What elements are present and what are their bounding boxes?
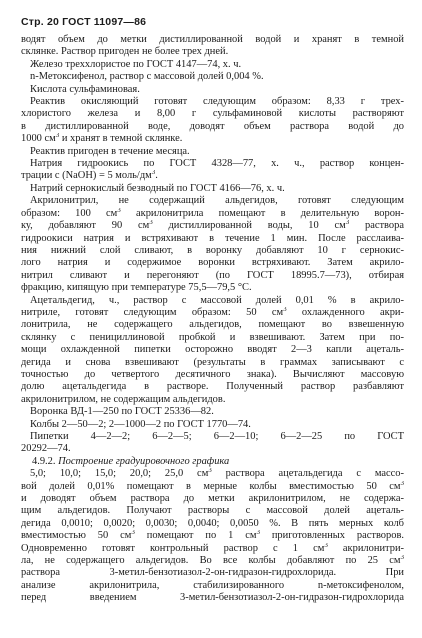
text-line: хлористого железа и 8,00 г сульфаминовой кислоты растворяют <box>21 108 404 120</box>
text-line: образом: 100 $см^3$ акрилонитрила помещают в делительную ворон- <box>21 207 404 219</box>
text-line: перед введением 3-метил-бензотиазол-2-он-гидразон-гидрохлорида <box>21 592 404 604</box>
text-line: 20292—74. <box>21 443 71 455</box>
text-line: гидроокиси натрия и встряхивают в течение 1 мин. После расслаива- <box>21 232 404 244</box>
text-line: Воронка ВД-1—250 по ГОСТ 25336—82. <box>30 406 214 418</box>
text-line: водят объем до метки дистиллированной водой и хранят в темной <box>21 34 404 45</box>
text-line: мощи охлажденной пипетки осторожно вводят 2—3 капли ацеталь- <box>21 344 404 356</box>
text-line: Пипетки 4—2—2; 6—2—5; 6—2—10; 6—2—25 по ГОСТ <box>30 431 404 442</box>
text-line: вой долей 0,01% помещают в мерные колбы вместимостью 50 $см^3$ <box>21 480 404 492</box>
document-body <box>21 34 404 605</box>
text-line: дегида 0,0010; 0,0020; 0,0030; 0,0040; 0,0050 %. В пять мерных колб <box>21 517 404 529</box>
text-line: вместимостью 50 $см^3$ помещают по 1 $см^3$ приготовленных растворов. <box>21 530 404 542</box>
text-line: долю ацетальдегида в растворе. Полученный раствор разбавляют <box>21 381 404 393</box>
text-line: Натрий сернокислый безводный по ГОСТ 4166—76, х. ч. <box>30 182 285 194</box>
text-line: n-Метоксифенол, раствор с массовой долей 0,004 %. <box>30 71 264 83</box>
text-line: Акрилонитрил, не содержащий альдегидов, готовят следующим <box>30 195 404 207</box>
text-line: лого натрия и содержимое воронки встряхивают. Затем акрило- <box>21 257 404 269</box>
text-line: нитрил сливают и перегоняют (по ГОСТ 18995.7—73), отбирая <box>21 269 404 281</box>
text-line: 5,0; 10,0; 15,0; 20,0; 25,0 $см^3$ раствора ацетальдегида с массо- <box>30 468 404 480</box>
text-line: Ацетальдегид, ч., раствор с массовой долей 0,01 % в акрило- <box>30 294 404 306</box>
text-line: ла, не содержащего альдегидов. Во все колбы добавляют по 25 $см^3$ <box>21 555 404 567</box>
text-line: трации c (NaOH) = 5 моль/$дм^3$. <box>21 170 158 182</box>
text-line: точностью до четвертого десятичного знака). Вычисляют массовую <box>21 368 404 380</box>
text-line: склянку с пенициллиновой пробкой и взвешивают. Затем при по- <box>21 331 404 343</box>
text-line: нитриле, готовят следующим образом: 50 $см^3$ охлажденного акри- <box>21 306 404 318</box>
section-heading-line: 4.9.2. Построение градуировочного графика <box>32 455 230 467</box>
text-line: 1000 $см^3$ и хранят в темной склянке. <box>21 133 183 145</box>
text-line: ку, добавляют 90 $см^3$ дистиллированной воды, 10 $см^3$ раствора <box>21 220 404 232</box>
text-line: дегида и снова взвешивают (результаты в граммах записывают с <box>21 356 404 368</box>
text-line: Реактив пригоден в течение месяца. <box>30 145 190 157</box>
text-line: склянке. Раствор пригоден не более трех дней. <box>21 46 229 58</box>
text-line: Реактив окисляющий готовят следующим образом: 8,33 г трех- <box>30 96 404 108</box>
text-line: Железо треххлористое по ГОСТ 4147—74, х. ч. <box>30 58 242 70</box>
text-line: Колбы 2—50—2; 2—1000—2 по ГОСТ 1770—74. <box>30 418 251 430</box>
text-line: Одновременно готовят контрольный раствор с 1 $см^3$ акрилонитри- <box>21 542 404 554</box>
page-header: Стр. 20 ГОСТ 11097—86 <box>21 16 147 28</box>
text-line: раствора 3-метил-бензотиазол-2-он-гидразон-гидрохлорида. При <box>21 567 404 579</box>
text-line: в дистиллированной воде, доводят объем раствора водой до <box>21 120 404 132</box>
text-line: фракцию, кипящую при температуре 75,5—79,5 °С. <box>21 282 252 294</box>
text-line: анализе акрилонитрила, стабилизированного n-метоксифенолом, <box>21 579 404 591</box>
text-line: акрилонитрилом, не содержащим альдегидов. <box>21 393 226 405</box>
text-line: ния нижний слой сливают, в воронку добавляют 10 г сернокис- <box>21 244 404 256</box>
text-line: Натрия гидроокись по ГОСТ 4328—77, х. ч., раствор концен- <box>30 158 404 170</box>
text-line: и доводят объем раствора до метки акрилонитрилом, не содержа- <box>21 493 404 505</box>
text-line: лонитрила, не содержащего альдегидов, помещают во взвешенную <box>21 319 404 331</box>
text-line: Кислота сульфаминовая. <box>30 83 140 95</box>
text-line: щим альдегидов. Получают растворы с массовой долей ацеталь- <box>21 505 404 517</box>
